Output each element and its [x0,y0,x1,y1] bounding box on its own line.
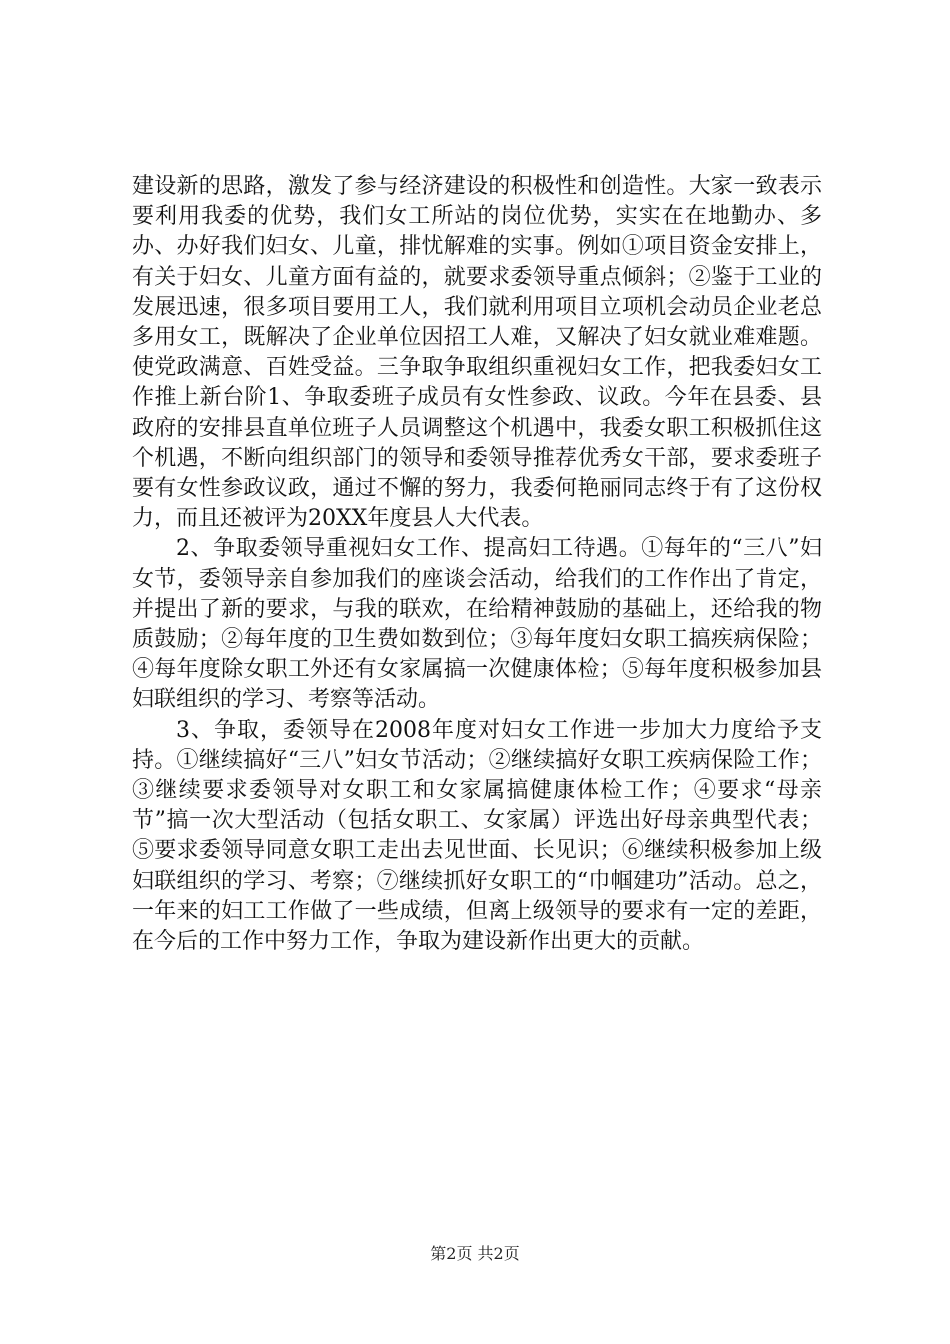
page-footer: 第2页 共2页 [430,1244,520,1263]
paragraph-3: 3、争取，委领导在2008年度对妇女工作进一步加大力度给予支持。①继续搞好“三八”妇女节活动；②继续搞好女职工疾病保险工作；③继续要求委领导对女职工和女家属搞健康体检工作；④要求“母亲节”搞一次大型活动（包括女职工、女家属）评选出好母亲典型代表；⑤要求委领导同意女职工走出去见世面、长见识；⑥继续积极参加上级妇联组织的学习、考察；⑦继续抓好女职工的“巾帼建功”活动。总之，一年来的妇工工作做了一些成绩，但离上级领导的要求有一定的差距，在今后的工作中努力工作，争取为建设新作出更大的贡献。 [132,717,822,955]
paragraph-2: 2、争取委领导重视妇女工作、提高妇工待遇。①每年的“三八”妇女节，委领导亲自参加我们的座谈会活动，给我们的工作作出了肯定，并提出了新的要求，与我的联欢，在给精神鼓励的基础上，还给我的物质鼓励；②每年度的卫生费如数到位；③每年度妇女职工搞疾病保险；④每年度除女职工外还有女家属搞一次健康体检；⑤每年度积极参加县妇联组织的学习、考察等活动。 [132,536,822,713]
document-body [132,172,822,957]
paragraph-1: 建设新的思路，激发了参与经济建设的积极性和创造性。大家一致表示要利用我委的优势，我们女工所站的岗位优势，实实在在地勤办、多办、办好我们妇女、儿童，排忧解难的实事。例如①项目资金安排上，有关于妇女、儿童方面有益的，就要求委领导重点倾斜；②鉴于工业的发展迅速，很多项目要用工人，我们就利用项目立项机会动员企业老总多用女工，既解决了企业单位因招工人难，又解决了妇女就业难难题。使党政满意、百姓受益。三争取争取组织重视妇女工作，把我委妇女工作推上新台阶1、争取委班子成员有女性参政、议政。今年在县委、县政府的安排县直单位班子人员调整这个机遇中，我委女职工积极抓住这个机遇，不断向组织部门的领导和委领导推荐优秀女干部，要求委班子要有女性参政议政，通过不懈的努力，我委何艳丽同志终于有了这份权力，而且还被评为20XX年度县人大代表。 [132,174,822,532]
